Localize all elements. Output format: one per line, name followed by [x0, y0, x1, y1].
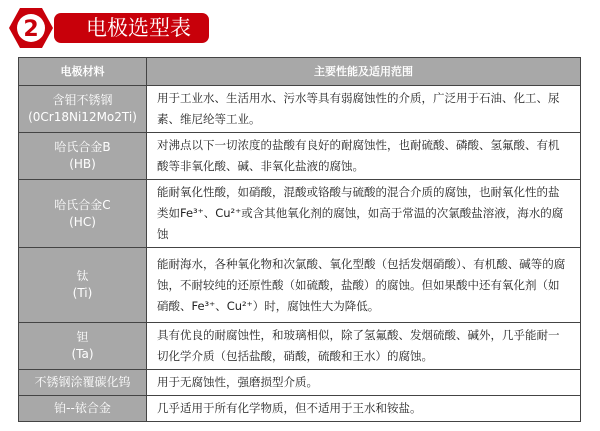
- section-number-badge: [8, 7, 54, 49]
- table-row: [19, 396, 581, 422]
- description-cell: 用于无腐蚀性，强磨损型介质。: [147, 370, 581, 396]
- table-header: [19, 58, 581, 86]
- material-cell: [19, 370, 147, 396]
- material-code: (Ta): [71, 347, 94, 361]
- table-row: [19, 248, 581, 323]
- material-name: 铂--铱合金: [54, 401, 111, 415]
- material-cell: [19, 86, 147, 133]
- material-code: (Ti): [72, 286, 93, 300]
- material-name: 不锈钢涂覆碳化钨: [34, 375, 131, 389]
- material-name: 钽: [76, 330, 89, 344]
- material-cell: [19, 248, 147, 323]
- material-cell: [19, 133, 147, 180]
- description-cell: 用于工业水、生活用水、污水等具有弱腐蚀性的介质，广泛用于石油、化工、尿素、维尼纶等工业。: [147, 86, 581, 133]
- material-name: 含钼不锈钢: [52, 93, 113, 107]
- electrode-selection-table: [18, 57, 581, 422]
- description-cell: 具有优良的耐腐蚀性，和玻璃相似，除了氢氟酸、发烟硫酸、碱外，几乎能耐一切化学介质（包括盐酸，硝酸，硫酸和王水）的腐蚀。: [147, 323, 581, 370]
- material-cell: [19, 180, 147, 248]
- table-row: [19, 86, 581, 133]
- description-cell: 能耐海水，各种氧化物和次氯酸、氧化型酸（包括发烟硝酸）、有机酸、碱等的腐蚀，不耐较纯的还原性酸（如硫酸，盐酸）的腐蚀。但如果酸中还有氧化剂（如硝酸、Fe³⁺、Cu²⁺）时，腐蚀性大为降低。: [147, 248, 581, 323]
- material-cell: [19, 323, 147, 370]
- material-code: (HC): [69, 214, 96, 229]
- section-number: 2: [23, 17, 39, 42]
- description-cell: 对沸点以下一切浓度的盐酸有良好的耐腐蚀性，也耐硫酸、磷酸、氢氟酸、有机酸等非氧化酸、碱、非氧化盐液的腐蚀。: [147, 133, 581, 180]
- section-title: 电极选型表: [54, 13, 209, 43]
- material-name: 哈氏合金C: [54, 197, 111, 212]
- header-material: 电极材料: [19, 58, 147, 86]
- header-performance: 主要性能及适用范围: [147, 58, 581, 86]
- description-cell: 几乎适用于所有化学物质，但不适用于王水和铵盐。: [147, 396, 581, 422]
- table-row: [19, 133, 581, 180]
- material-cell: [19, 396, 147, 422]
- table-row: [19, 370, 581, 396]
- material-code: (HB): [69, 157, 96, 171]
- material-name: 钛: [76, 269, 89, 283]
- material-code: (0Cr18Ni12Mo2Ti): [28, 110, 137, 124]
- description-cell: 能耐氧化性酸，如硝酸，混酸或铬酸与硫酸的混合介质的腐蚀，也耐氧化性的盐类如Fe³⁺、Cu²⁺或含其他氧化剂的腐蚀，如高于常温的次氯酸盐溶液，海水的腐蚀: [147, 180, 581, 248]
- table-row: [19, 323, 581, 370]
- material-name: 哈氏合金B: [54, 140, 111, 154]
- table-row: [19, 180, 581, 248]
